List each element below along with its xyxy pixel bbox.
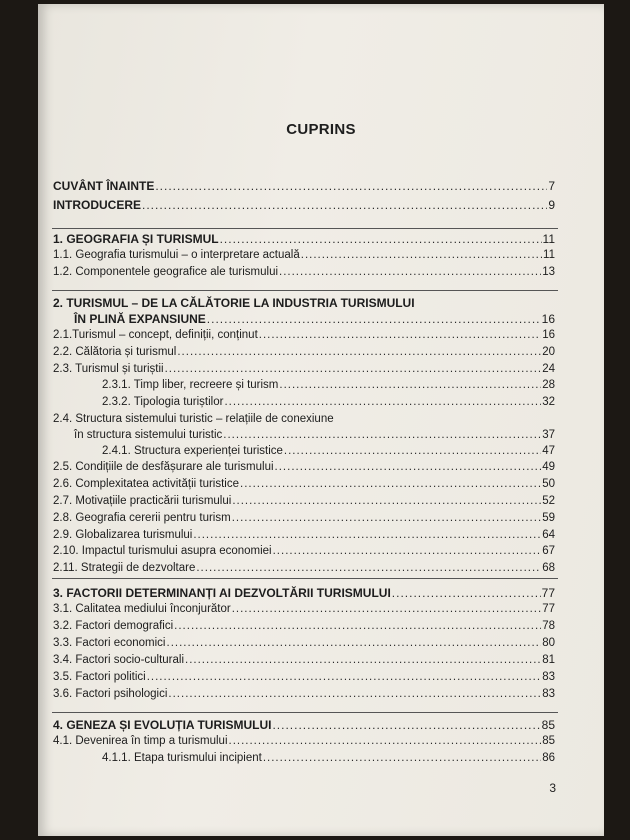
toc-dot-leader: [155, 179, 547, 193]
toc-entry: [53, 586, 555, 602]
toc-dot-leader: [279, 379, 541, 391]
toc-entry-page: 77: [541, 586, 555, 600]
toc-entry-page: 68: [542, 562, 555, 574]
separator-line: [52, 290, 558, 291]
toc-dot-leader: [301, 249, 542, 261]
separator-line: [52, 712, 558, 713]
toc-entry-page: 7: [548, 179, 555, 193]
toc-entry-page: 80: [542, 637, 555, 649]
toc-entry-page: 16: [541, 312, 555, 326]
toc-entry-title: 3.2. Factori demografici: [53, 620, 174, 632]
toc-entry-title: 2.1.Turismul – concept, definiții, conținut: [53, 329, 258, 341]
toc-entry-title: 2.2. Călătoria și turismul: [53, 346, 177, 358]
toc-dot-leader: [147, 671, 542, 683]
separator-line: [52, 578, 558, 579]
toc-entry: [53, 232, 555, 248]
toc-entry-page: 52: [542, 495, 555, 507]
toc-entry: [74, 429, 555, 445]
toc-entry-title: 2.4.1. Structura experienței turistice: [102, 445, 283, 457]
toc-entry-page: 49: [542, 461, 555, 473]
toc-entry-page: 59: [542, 512, 555, 524]
toc-entry-title: 4. GENEZA ȘI EVOLUȚIA TURISMULUI: [53, 718, 272, 732]
toc-entry-page: 47: [542, 445, 555, 457]
toc-dot-leader: [279, 266, 541, 278]
toc-dot-leader: [272, 718, 540, 732]
toc-entry-title: 2. TURISMUL – DE LA CĂLĂTORIE LA INDUSTRIA TURISMULUI: [53, 296, 415, 310]
toc-entry-title: 2.3.1. Timp liber, recreere și turism: [102, 379, 279, 391]
toc-entry: [53, 654, 555, 670]
toc-dot-leader: [232, 512, 542, 524]
toc-entry-page: 9: [548, 198, 555, 212]
toc-entry-page: 32: [542, 396, 555, 408]
toc-dot-leader: [275, 461, 542, 473]
toc-entry-title: în structura sistemului turistic: [74, 429, 223, 441]
toc-entry: [53, 495, 555, 511]
toc-entry-title: 3.5. Factori politici: [53, 671, 146, 683]
book-page: [38, 4, 604, 836]
toc-dot-leader: [229, 735, 542, 747]
toc-entry-title: 2.3. Turismul și turiștii: [53, 363, 164, 375]
toc-entry: [102, 379, 555, 395]
toc-dot-leader: [196, 562, 541, 574]
toc-title: CUPRINS: [286, 121, 356, 138]
toc-dot-leader: [392, 586, 541, 600]
toc-dot-leader: [207, 312, 541, 326]
toc-entry: [53, 688, 555, 704]
toc-dot-leader: [142, 198, 547, 212]
toc-entry-title: 2.10. Impactul turismului asupra economiei: [53, 545, 272, 557]
toc-entry: [53, 718, 555, 734]
page-number: 3: [549, 781, 556, 795]
toc-entry: [102, 396, 555, 412]
toc-dot-leader: [232, 495, 541, 507]
toc-entry: [53, 671, 555, 687]
toc-dot-leader: [193, 529, 541, 541]
toc-entry-page: 81: [542, 654, 555, 666]
toc-entry: [53, 545, 555, 561]
toc-entry-page: 13: [542, 266, 555, 278]
toc-entry: [102, 752, 555, 768]
toc-dot-leader: [174, 620, 541, 632]
toc-entry-title: CUVÂNT ÎNAINTE: [53, 179, 155, 193]
toc-entry-title: 2.7. Motivațiile practicării turismului: [53, 495, 232, 507]
toc-entry: [53, 735, 555, 751]
toc-entry: [53, 363, 555, 379]
toc-entry-page: 20: [542, 346, 555, 358]
toc-entry: [53, 329, 555, 345]
toc-entry: [102, 445, 555, 461]
toc-dot-leader: [259, 329, 541, 341]
toc-entry-title: 2.5. Condițiile de desfășurare ale turismului: [53, 461, 274, 473]
toc-entry: [53, 512, 555, 528]
toc-entry-page: 86: [542, 752, 555, 764]
toc-entry: [53, 603, 555, 619]
toc-entry-title: 1.2. Componentele geografice ale turismului: [53, 266, 279, 278]
toc-entry-page: 28: [542, 379, 555, 391]
toc-entry: [53, 620, 555, 636]
toc-entry-title: 3.3. Factori economici: [53, 637, 166, 649]
toc-entry-page: 77: [542, 603, 555, 615]
toc-entry-page: 11: [542, 232, 555, 246]
toc-entry-title: 1.1. Geografia turismului – o interpretare actuală: [53, 249, 300, 261]
toc-dot-leader: [168, 688, 541, 700]
toc-entry: [53, 249, 555, 265]
toc-dot-leader: [263, 752, 541, 764]
toc-dot-leader: [167, 637, 542, 649]
toc-entry-title: 4.1. Devenirea în timp a turismului: [53, 735, 228, 747]
toc-entry-page: 37: [542, 429, 555, 441]
toc-entry-page: 83: [542, 671, 555, 683]
toc-entry-title: 2.4. Structura sistemului turistic – relațiile de conexiune: [53, 413, 334, 425]
toc-entry-title: 2.8. Geografia cererii pentru turism: [53, 512, 231, 524]
toc-dot-leader: [284, 445, 541, 457]
toc-entry-page: 64: [542, 529, 555, 541]
toc-dot-leader: [223, 429, 541, 441]
toc-dot-leader: [220, 232, 542, 246]
toc-entry-title: 2.6. Complexitatea activității turistice: [53, 478, 239, 490]
toc-entry-page: 78: [542, 620, 555, 632]
toc-entry-title: 2.9. Globalizarea turismului: [53, 529, 193, 541]
toc-entry-title: 3. FACTORII DETERMINANȚI AI DEZVOLTĂRII TURISMULUI: [53, 586, 391, 600]
toc-dot-leader: [273, 545, 542, 557]
toc-entry-title: 4.1.1. Etapa turismului incipient: [102, 752, 262, 764]
toc-entry-page: 83: [542, 688, 555, 700]
toc-entry: [53, 266, 555, 282]
toc-entry-title: ÎN PLINĂ EXPANSIUNE: [74, 312, 206, 326]
toc-entry-page: 85: [542, 735, 555, 747]
toc-entry-title: 1. GEOGRAFIA ȘI TURISMUL: [53, 232, 219, 246]
toc-dot-leader: [224, 396, 541, 408]
toc-dot-leader: [240, 478, 541, 490]
toc-dot-leader: [177, 346, 541, 358]
toc-entry-title: 2.3.2. Tipologia turiștilor: [102, 396, 224, 408]
separator-line: [52, 228, 558, 229]
toc-entry-title: 3.4. Factori socio-culturali: [53, 654, 185, 666]
toc-entry-title: 2.11. Strategii de dezvoltare: [53, 562, 196, 574]
toc-entry: [53, 478, 555, 494]
toc-dot-leader: [165, 363, 542, 375]
toc-entry-page: 11: [543, 249, 555, 261]
toc-dot-leader: [232, 603, 541, 615]
toc-entry: [53, 637, 555, 653]
toc-entry: [53, 296, 555, 312]
toc-entry-title: 3.1. Calitatea mediului înconjurător: [53, 603, 231, 615]
toc-entry: [53, 461, 555, 477]
toc-entry: [53, 198, 555, 214]
toc-entry: [53, 562, 555, 578]
toc-entry-title: INTRODUCERE: [53, 198, 142, 212]
toc-entry-page: 85: [541, 718, 555, 732]
toc-entry-page: 16: [542, 329, 555, 341]
toc-entry-page: 67: [542, 545, 555, 557]
toc-entry: [53, 346, 555, 362]
toc-entry: [74, 312, 555, 328]
toc-entry-page: 50: [542, 478, 555, 490]
toc-entry-page: 24: [542, 363, 555, 375]
toc-entry: [53, 529, 555, 545]
toc-entry: [53, 179, 555, 195]
toc-dot-leader: [185, 654, 541, 666]
toc-entry-title: 3.6. Factori psihologici: [53, 688, 168, 700]
toc-entry: [53, 413, 555, 429]
